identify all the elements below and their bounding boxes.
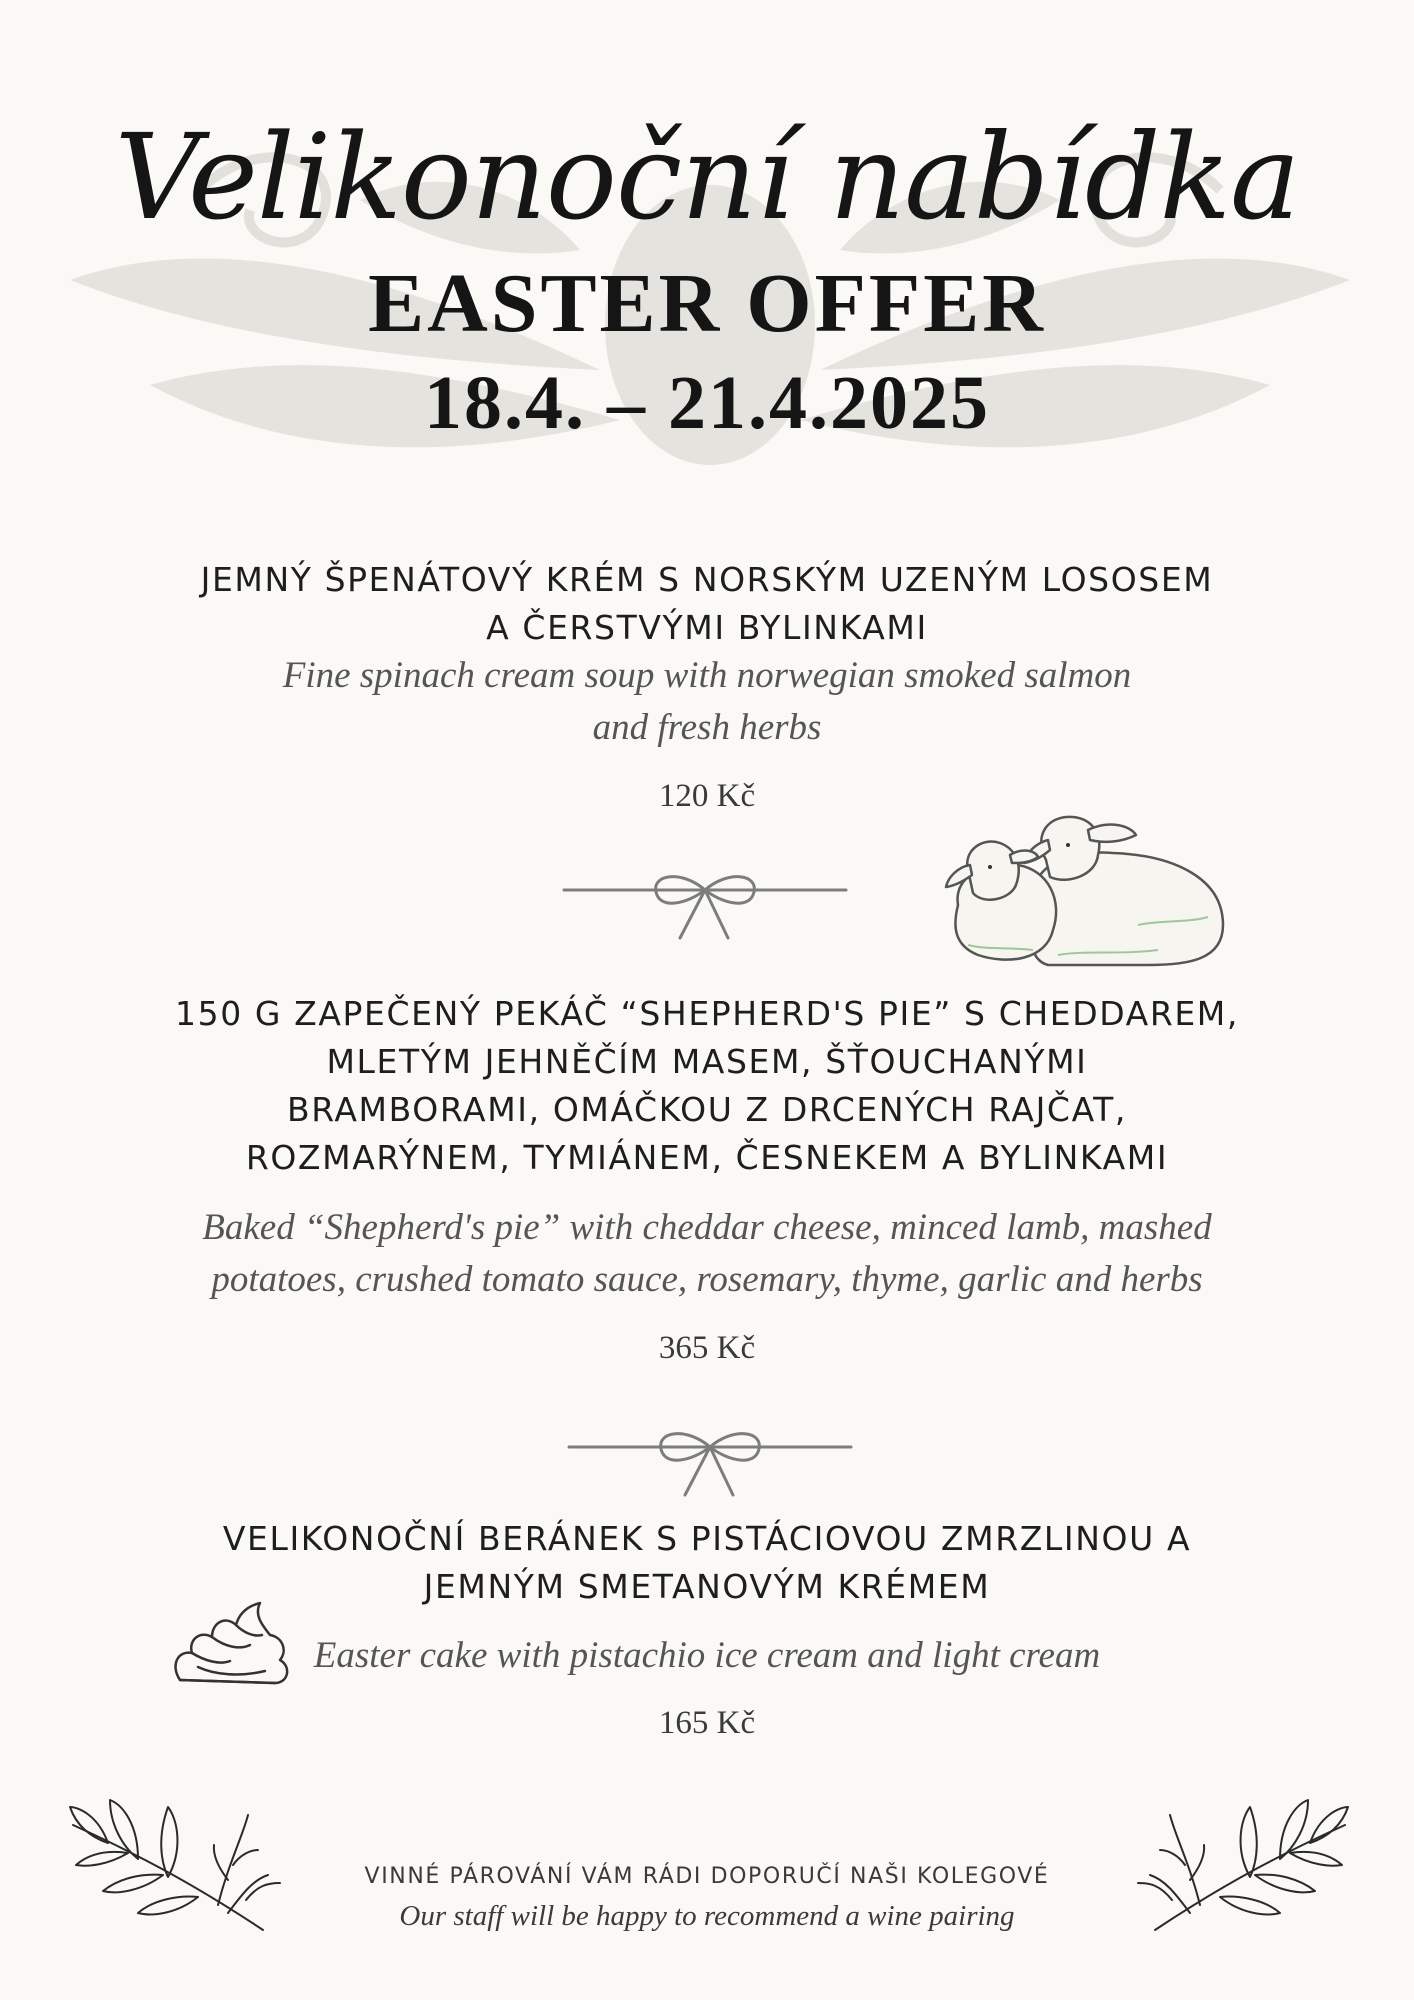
dish-1-price: 120 Kč (658, 778, 756, 814)
script-title: Velikonoční nabídka (114, 108, 1300, 246)
dish-2-description (0, 1202, 1414, 1306)
dish-3-description (0, 1630, 1414, 1682)
dish-1-description-line: Fine spinach cream soup with norwegian smoked salmon (282, 655, 1132, 696)
footer-note-cz: VINNÉ PÁROVÁNÍ VÁM RÁDI DOPORUČÍ NAŠI KOLEGOVÉ (364, 1864, 1050, 1889)
dish-3-description-line: Easter cake with pistachio ice cream and light cream (313, 1635, 1101, 1676)
offer-dates: 18.4. – 21.4.2025 (424, 361, 990, 445)
bow-divider-icon (567, 1427, 853, 1499)
dish-2-price: 365 Kč (658, 1330, 756, 1366)
dish-2-description-line: potatoes, crushed tomato sauce, rosemary, thyme, garlic and herbs (211, 1259, 1203, 1300)
dish-2-name-line: ROZMARÝNEM, TYMIÁNEM, ČESNEKEM A BYLINKAMI (245, 1138, 1169, 1177)
dish-2-name-line: BRAMBORAMI, OMÁČKOU Z DRCENÝCH RAJČAT, (286, 1090, 1128, 1129)
footer-note-en: Our staff will be happy to recommend a wine pairing (399, 1900, 1015, 1932)
dish-1-description (0, 650, 1414, 754)
dish-2-description-line: Baked “Shepherd's pie” with cheddar cheese, minced lamb, mashed (202, 1207, 1212, 1248)
lamb-illustration (938, 805, 1238, 975)
page-title: EASTER OFFER (368, 257, 1046, 350)
dish-1-name-line: JEMNÝ ŠPENÁTOVÝ KRÉM S NORSKÝM UZENÝM LOSOSEM (200, 560, 1214, 599)
dish-3-name-line: JEMNÝM SMETANOVÝM KRÉMEM (423, 1567, 991, 1606)
dish-2-name-line: 150 G ZAPEČENÝ PEKÁČ “SHEPHERD'S PIE” S CHEDDAREM, (175, 994, 1239, 1033)
dish-1-name (0, 556, 1414, 652)
bow-divider-icon (562, 870, 848, 942)
dish-2-name (0, 990, 1414, 1182)
dish-3-price: 165 Kč (658, 1705, 756, 1741)
dish-2-name-line: MLETÝM JEHNĚČÍM MASEM, ŠŤOUCHANÝMI (326, 1042, 1088, 1081)
dish-1-name-line: A ČERSTVÝMI BYLINKAMI (486, 608, 928, 647)
dish-3-name-line: VELIKONOČNÍ BERÁNEK S PISTÁCIOVOU ZMRZLINOU A (222, 1519, 1192, 1558)
dish-1-description-line: and fresh herbs (592, 707, 822, 748)
